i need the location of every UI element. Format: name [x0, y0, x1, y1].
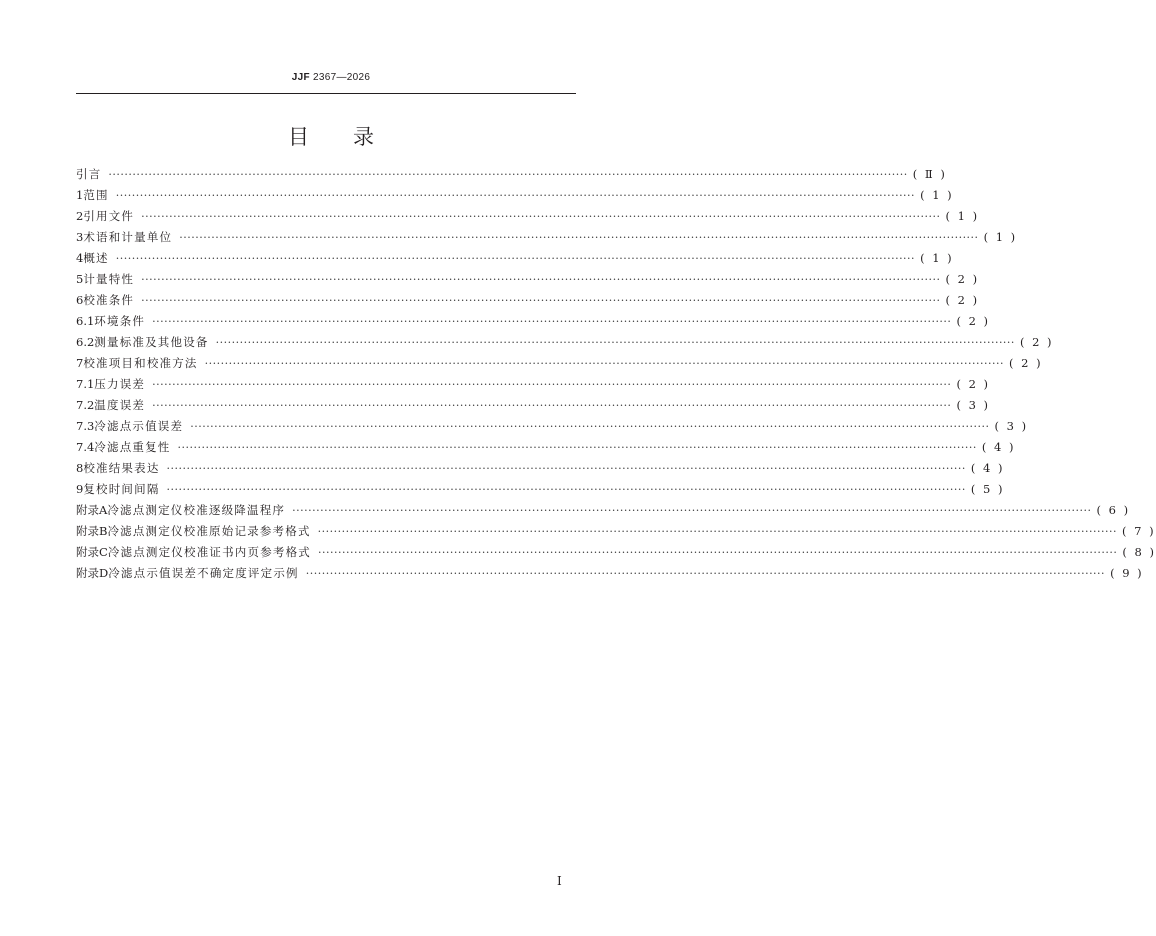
toc-entry[interactable]	[76, 542, 1156, 563]
toc-entry[interactable]	[76, 206, 980, 227]
toc-entry-page: ( 5 )	[970, 482, 1005, 496]
toc-entry-page: ( 8 )	[1122, 545, 1156, 559]
toc-entry-page: ( 2 )	[945, 293, 980, 307]
toc-leader-dots: ········································································································································································································	[317, 525, 1117, 538]
standard-number: 2367—2026	[313, 72, 371, 83]
toc-entry-number: 6.2	[76, 335, 95, 349]
toc-entry-label: 术语和计量单位	[83, 230, 173, 244]
toc-entry-number: 3	[76, 230, 84, 244]
toc-entry[interactable]	[76, 521, 1156, 542]
toc-leader-dots: ········································································································································································································	[152, 399, 952, 412]
toc-leader-dots: ········································································································································································································	[292, 504, 1092, 517]
toc-entry-label: 冷滤点测定仪校准逐级降温程序	[107, 503, 286, 517]
toc-entry-page: ( 7 )	[1121, 524, 1156, 538]
toc-entry[interactable]	[76, 248, 954, 269]
toc-entry-label: 范围	[83, 188, 109, 202]
toc-entry-number: 7.1	[76, 377, 95, 391]
toc-entry-number: 5	[76, 272, 84, 286]
toc-leader-dots: ········································································································································································································	[305, 567, 1106, 580]
header-rule	[76, 93, 576, 94]
toc-entry[interactable]	[76, 227, 1018, 248]
toc-entry[interactable]	[76, 563, 1144, 584]
toc-entry[interactable]	[76, 416, 1029, 437]
toc-entry-page: ( 3 )	[956, 398, 991, 412]
toc-entry-number: 9	[76, 482, 84, 496]
toc-entry-page: ( 2 )	[1008, 356, 1043, 370]
toc-entry-label: 测量标准及其他设备	[94, 335, 209, 349]
toc-entry[interactable]	[76, 290, 980, 311]
document-header	[0, 72, 662, 83]
toc-entry-page: ( 4 )	[970, 461, 1005, 475]
toc-entry-label: 引言	[76, 167, 102, 181]
toc-entry-number: 附录D	[76, 566, 109, 580]
standard-code: JJF	[291, 72, 310, 83]
toc-entry-page: ( 1 )	[920, 251, 954, 265]
page-title: 目录	[288, 125, 418, 149]
toc-entry-number: 1	[76, 188, 84, 202]
toc-entry-label: 校准结果表达	[83, 461, 160, 475]
toc-entry-label: 温度误差	[94, 398, 146, 412]
toc-leader-dots: ········································································································································································································	[115, 189, 916, 202]
toc-entry-label: 冷滤点示值误差不确定度评定示例	[108, 566, 299, 580]
toc-entry-number: 附录B	[76, 524, 108, 538]
toc-entry-number: 6.1	[76, 314, 95, 328]
toc-entry-label: 计量特性	[83, 272, 135, 286]
toc-entry-label: 冷滤点测定仪校准证书内页参考格式	[107, 545, 312, 559]
toc-entry[interactable]	[76, 185, 954, 206]
toc-leader-dots: ········································································································································································································	[115, 252, 916, 265]
toc-leader-dots: ········································································································································································································	[166, 483, 966, 496]
toc-entry[interactable]	[76, 164, 947, 185]
toc-entry-label: 冷滤点测定仪校准原始记录参考格式	[107, 524, 311, 538]
toc-leader-dots: ········································································································································································································	[190, 420, 990, 433]
toc-entry-number: 7.4	[76, 440, 95, 454]
page-number: I	[557, 874, 562, 888]
table-of-contents	[76, 164, 1156, 584]
toc-leader-dots: ········································································································································································································	[318, 546, 1118, 559]
toc-entry[interactable]	[76, 500, 1131, 521]
toc-entry-number: 4	[76, 251, 84, 265]
toc-entry-page: ( 9 )	[1110, 566, 1144, 580]
toc-entry[interactable]	[76, 269, 980, 290]
toc-entry[interactable]	[76, 311, 991, 332]
toc-entry[interactable]	[76, 479, 1005, 500]
toc-entry[interactable]	[76, 437, 1016, 458]
toc-entry-label: 冷滤点重复性	[94, 440, 171, 454]
toc-leader-dots: ········································································································································································································	[141, 210, 941, 223]
toc-leader-dots: ········································································································································································································	[152, 378, 952, 391]
toc-entry-label: 复校时间间隔	[83, 482, 160, 496]
toc-leader-dots: ········································································································································································································	[177, 441, 977, 454]
toc-entry-label: 引用文件	[83, 209, 135, 223]
toc-leader-dots: ········································································································································································································	[141, 273, 941, 286]
toc-entry-page: ( 1 )	[983, 230, 1018, 244]
toc-entry-number: 附录A	[76, 503, 108, 517]
toc-leader-dots: ········································································································································································································	[215, 336, 1015, 349]
toc-entry-page: ( 2 )	[956, 314, 991, 328]
toc-entry-number: 2	[76, 209, 84, 223]
toc-entry-number: 附录C	[76, 545, 108, 559]
toc-entry[interactable]	[76, 374, 991, 395]
toc-entry-page: ( Ⅱ )	[912, 167, 947, 181]
toc-entry-label: 校准条件	[83, 293, 135, 307]
toc-entry[interactable]	[76, 332, 1054, 353]
toc-entry-page: ( 2 )	[956, 377, 991, 391]
toc-entry[interactable]	[76, 458, 1005, 479]
toc-entry-number: 6	[76, 293, 84, 307]
toc-entry-label: 压力误差	[94, 377, 146, 391]
toc-entry-label: 环境条件	[94, 314, 146, 328]
toc-leader-dots: ········································································································································································································	[108, 168, 908, 181]
toc-entry-page: ( 6 )	[1096, 503, 1131, 517]
toc-entry-label: 校准项目和校准方法	[83, 356, 198, 370]
toc-entry-label: 冷滤点示值误差	[94, 419, 184, 433]
toc-entry-page: ( 3 )	[994, 419, 1029, 433]
toc-entry-number: 7	[76, 356, 84, 370]
toc-entry-number: 7.3	[76, 419, 95, 433]
toc-entry[interactable]	[76, 395, 991, 416]
toc-entry-number: 8	[76, 461, 84, 475]
toc-leader-dots: ········································································································································································································	[179, 231, 979, 244]
toc-entry-page: ( 1 )	[945, 209, 980, 223]
toc-entry[interactable]	[76, 353, 1043, 374]
toc-entry-label: 概述	[83, 251, 109, 265]
toc-leader-dots: ········································································································································································································	[141, 294, 941, 307]
toc-entry-page: ( 2 )	[945, 272, 980, 286]
toc-entry-page: ( 4 )	[981, 440, 1016, 454]
toc-entry-number: 7.2	[76, 398, 95, 412]
toc-leader-dots: ········································································································································································································	[152, 315, 952, 328]
toc-leader-dots: ········································································································································································································	[204, 357, 1004, 370]
toc-leader-dots: ········································································································································································································	[166, 462, 966, 475]
toc-entry-page: ( 1 )	[920, 188, 954, 202]
toc-entry-page: ( 2 )	[1019, 335, 1054, 349]
